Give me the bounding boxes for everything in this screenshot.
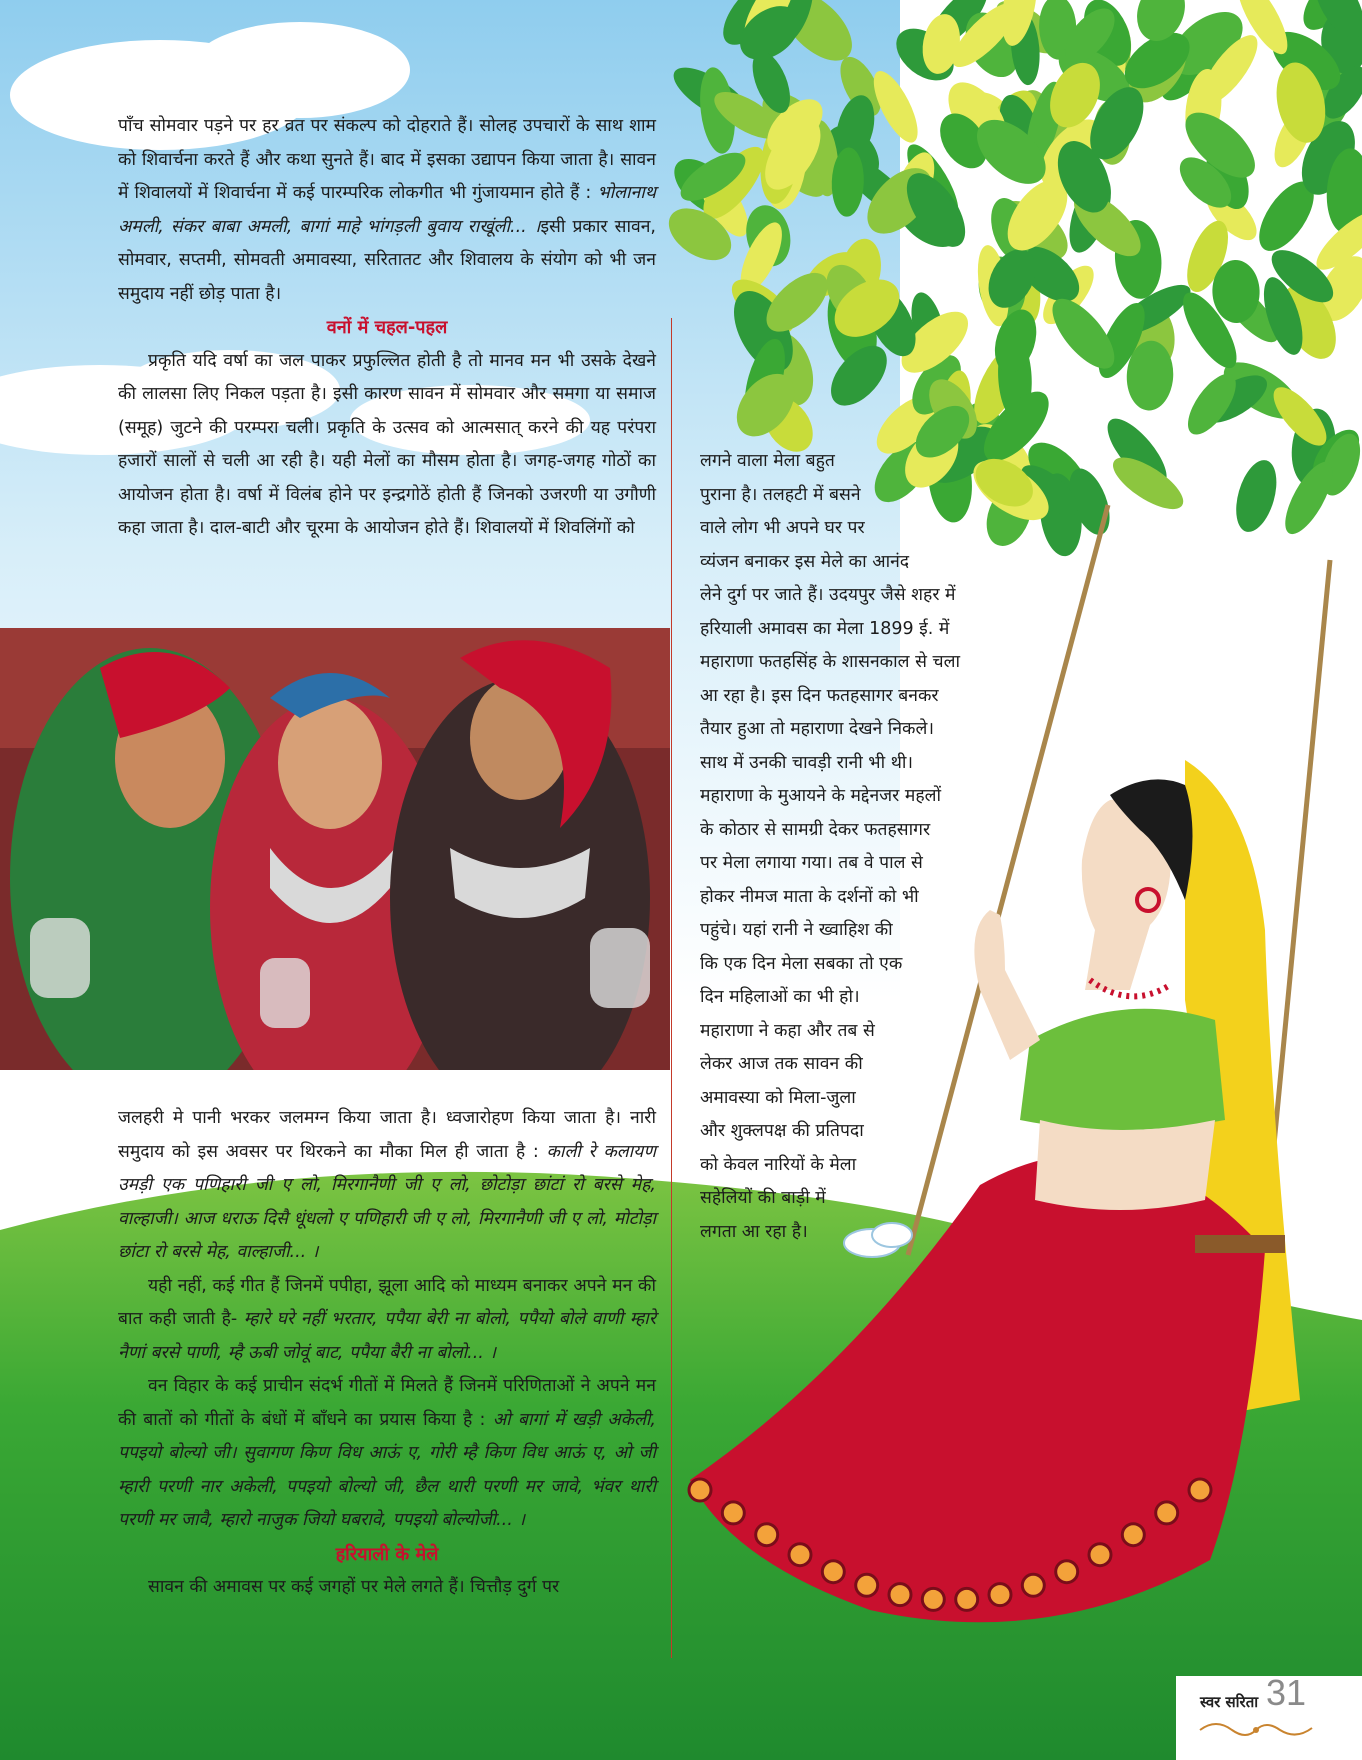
text-line: महाराणा के मुआयने के मद्देनजर महलों bbox=[700, 786, 942, 806]
text-line: लगता आ रहा है। bbox=[700, 1221, 808, 1242]
text-line: दिन महिलाओं का भी हो। bbox=[700, 987, 860, 1007]
text-line: को केवल नारियों के मेला bbox=[700, 1154, 857, 1175]
text-line: और शुक्लपक्ष की प्रतिपदा bbox=[700, 1121, 864, 1141]
text-line: हरियाली अमावस का मेला 1899 ई. में bbox=[700, 618, 950, 639]
paragraph-fairs: सावन की अमावस पर कई जगहों पर मेले लगते हैं। चित्तौड़ दुर्ग पर bbox=[148, 1577, 560, 1597]
text-line: लेकर आज तक सावन की bbox=[700, 1054, 863, 1074]
skirt-dot bbox=[856, 1574, 878, 1596]
skirt-dot bbox=[1189, 1479, 1211, 1501]
magazine-name: स्वर सरिता bbox=[1200, 1693, 1259, 1711]
skirt-dot bbox=[956, 1588, 978, 1610]
skirt-dot bbox=[1022, 1574, 1044, 1596]
skirt-dot bbox=[689, 1479, 711, 1501]
text-line: महाराणा ने कहा और तब से bbox=[700, 1020, 875, 1041]
festival-women-photo bbox=[0, 628, 670, 1070]
skirt-dot bbox=[756, 1524, 778, 1546]
skirt-dot bbox=[922, 1588, 944, 1610]
paragraph-nature: प्रकृति यदि वर्षा का जल पाकर प्रफुल्लित होती है तो मानव मन भी उसके देखने की लालसा लिए निकल पड़ता है। इसी कारण सावन में सोमवार और समगा या समाज (समूह) जुटने की परम्परा चली। प्रकृति के उत्सव को आत्मसात् करने की यह परंपरा हजारों सालों से चली आ रही है। यही मेलों का मौसम होता है। जगह-जगह गोठों का आयोजन होता है। वर्षा में विलंब होने पर इन्द्रगोठें होती हैं जिनको उजरणी या उगौणी कहा जाता है। दाल-बाटी और चूरमा के आयोजन होते हैं। शिवालयों में शिवलिंगों को bbox=[118, 350, 656, 538]
skirt-dot bbox=[722, 1502, 744, 1524]
text-line: लेने दुर्ग पर जाते हैं। उदयपुर जैसे शहर में bbox=[700, 585, 956, 605]
footer-ornament-icon bbox=[1196, 1718, 1316, 1740]
left-column-top bbox=[118, 110, 656, 546]
text-line: कि एक दिन मेला सबका तो एक bbox=[700, 953, 903, 974]
text-line: पुराना है। तलहटी में बसने bbox=[700, 484, 861, 505]
paragraph-jalhari: जलहरी मे पानी भरकर जलमग्न किया जाता है। ध्वजारोहण किया जाता है। नारी समुदाय को इस अवसर पर थिरकने का मौका मिल ही जाता है : काली रे कलायण उमड़ी एक पणिहारी जी ए लो, मिरगानैणी जी ए लो, छोटोड़ा छांटां रो बरसे मेह, वाल्हाजी। आज धराऊ दिसै धूंधलो ए पणिहारी जी ए लो, मिरगानैणी जी ए लो, मोटोड़ा छांटा रो बरसे मेह, वाल्हाजी... । bbox=[118, 1108, 656, 1262]
skirt-dot bbox=[1089, 1544, 1111, 1566]
skirt-dot bbox=[822, 1561, 844, 1583]
text-line: पहुंचे। यहां रानी ने ख्वाहिश की bbox=[700, 920, 893, 940]
text-line: तैयार हुआ तो महाराणा देखने निकले। bbox=[700, 719, 934, 739]
text-line: महाराणा फतहसिंह के शासनकाल से चला bbox=[700, 652, 960, 672]
text-line: आ रहा है। इस दिन फतहसागर बनकर bbox=[700, 685, 939, 706]
page-number: 31 bbox=[1266, 1672, 1307, 1713]
text-line: अमावस्या को मिला-जुला bbox=[700, 1087, 856, 1108]
paragraph-papiha: यही नहीं, कई गीत हैं जिनमें पपीहा, झूला आदि को माध्यम बनाकर अपने मन की बात कही जाती है- म्हारे घरे नहीं भरतार, पपैया बेरी ना बोलो, पपैयो बोले वाणी म्हारे नैणां बरसे पाणी, म्है ऊबी जोवूं बाट, पपैया बैरी ना बोलो... । bbox=[118, 1275, 656, 1363]
skirt-dot bbox=[1122, 1524, 1144, 1546]
column-divider bbox=[671, 318, 672, 1658]
text-line: साथ में उनकी चावड़ी रानी भी थी। bbox=[700, 752, 914, 773]
text-line: सहेलियों की बाड़ी में bbox=[700, 1188, 826, 1208]
text-line: व्यंजन बनाकर इस मेले का आनंद bbox=[700, 551, 910, 572]
skirt-dot bbox=[1156, 1502, 1178, 1524]
skirt-dot bbox=[889, 1584, 911, 1606]
text-line: होकर नीमज माता के दर्शनों को भी bbox=[700, 886, 919, 907]
left-column-bottom bbox=[118, 1102, 656, 1605]
section-heading-fairs: हरियाली के मेले bbox=[335, 1543, 439, 1565]
text-line: पर मेला लगाया गया। तब वे पाल से bbox=[700, 853, 923, 873]
paragraph-van-vihar: वन विहार के कई प्राचीन संदर्भ गीतों में मिलते हैं जिनमें परिणिताओं ने अपने मन की बातों को गीतों के बंधों में बाँधने का प्रयास किया है : ओ बागां में खड़ी अकेली, पपइयो बोल्यो जी। सुवागण किण विध आऊं ए, गोरी म्है किण विध आऊं ए, ओ जी म्हारी परणी नार अकेली, पपइयो बोल्यो जी, छैल थारी परणी मर जावे, भंवर थारी परणी मर जावै, म्हारो नाजुक जियो घबरावे, पपइयो बोल्योजी... । bbox=[118, 1376, 656, 1530]
text-line: लगने वाला मेला बहुत bbox=[700, 451, 835, 471]
skirt-dot bbox=[789, 1544, 811, 1566]
paragraph-shiv-puja: पाँच सोमवार पड़ने पर हर व्रत पर संकल्प को दोहराते हैं। सोलह उपचारों के साथ शाम को शिवार्चना करते हैं और कथा सुनते हैं। बाद में इसका उद्यापन किया जाता है। सावन में शिवालयों में शिवार्चना में कई पारम्परिक लोकगीत भी गुंजायमान होते हैं : भोलानाथ अमली, संकर बाबा अमली, बागां माहे भांगड़ली बुवाय राखूंली... ।इसी प्रकार सावन, सोमवार, सप्तमी, सोमवती अमावस्या, सरितातट और शिवालय के संयोग को भी जन समुदाय नहीं छोड़ पाता है। bbox=[118, 116, 656, 304]
text-line: वाले लोग भी अपने घर पर bbox=[700, 518, 865, 538]
section-heading-forest: वनों में चहल-पहल bbox=[326, 317, 448, 338]
text-line: के कोठार से सामग्री देकर फतहसागर bbox=[700, 819, 931, 840]
skirt-dot bbox=[1056, 1561, 1078, 1583]
right-column bbox=[700, 445, 960, 1249]
skirt-dot bbox=[989, 1584, 1011, 1606]
